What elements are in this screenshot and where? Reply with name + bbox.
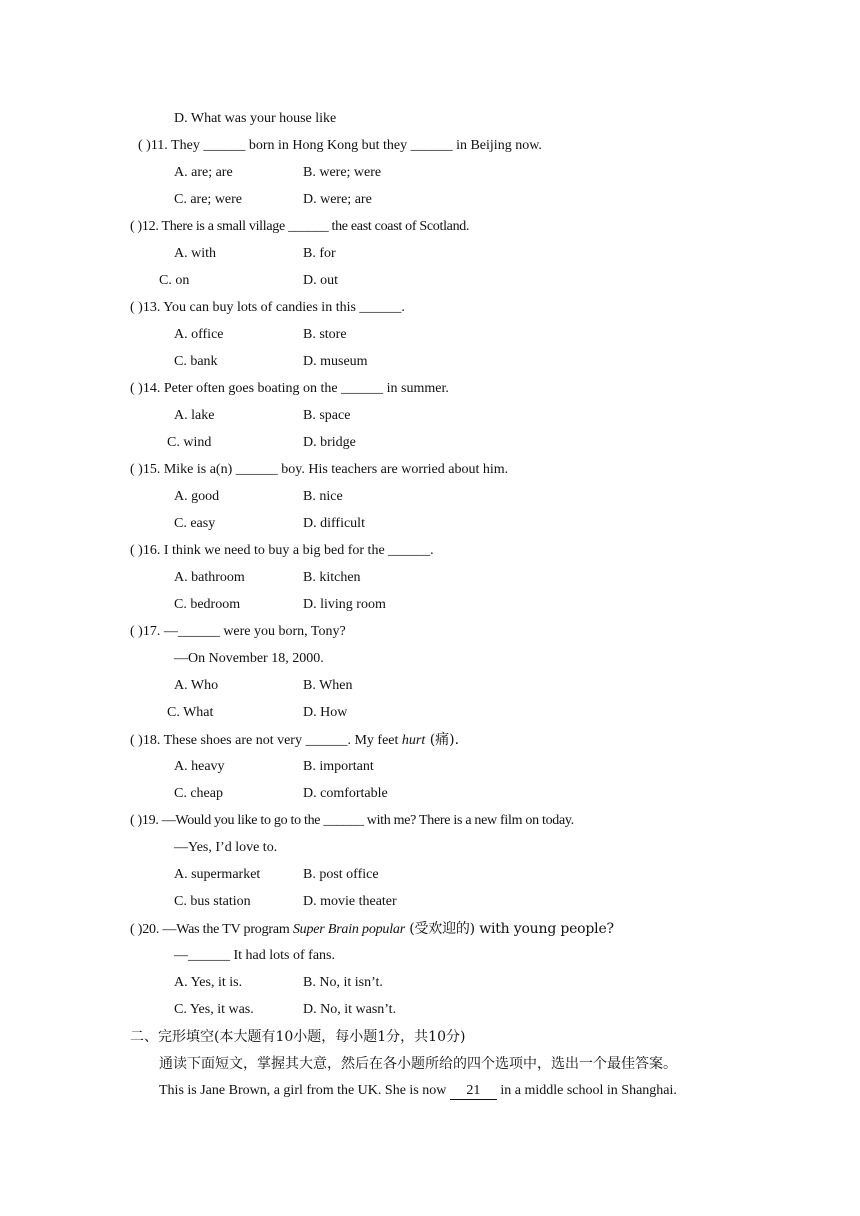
q19-stem: ( )19. —Would you like to go to the ______ with me? There is a new film on today. xyxy=(130,813,574,828)
passage-text-end: in a middle school in Shanghai. xyxy=(496,1083,677,1098)
q18-stem xyxy=(130,731,459,750)
q16-stem: ( )16. I think we need to buy a big bed for the ______. xyxy=(130,543,434,558)
q20-option-b: B. No, it isn’t. xyxy=(303,975,383,990)
q14-stem: ( )14. Peter often goes boating on the ______ in summer. xyxy=(130,381,449,396)
q19-option-a: A. supermarket xyxy=(174,867,261,882)
q15-option-c: C. easy xyxy=(174,516,216,531)
section-heading: 二、完形填空(本大题有10小题，每小题1分，共10分) xyxy=(130,1029,466,1045)
q17-option-c: C. What xyxy=(167,705,214,720)
q13-option-c: C. bank xyxy=(174,354,218,369)
q12-option-b: B. for xyxy=(303,246,336,261)
q13-option-b: B. store xyxy=(303,327,347,342)
q10-option-d: D. What was your house like xyxy=(174,111,337,126)
section-instruction: 通读下面短文，掌握其大意，然后在各小题所给的四个选项中，选出一个最佳答案。 xyxy=(159,1056,677,1072)
q11-option-a: A. are; are xyxy=(174,165,233,180)
q14-option-a: A. lake xyxy=(174,408,215,423)
q12-option-c: C. on xyxy=(159,273,190,288)
q17-option-b: B. When xyxy=(303,678,353,693)
passage-text-start: This is Jane Brown, a girl from the UK. She is now xyxy=(159,1083,450,1098)
q17-option-a: A. Who xyxy=(174,678,219,693)
q14-option-c: C. wind xyxy=(167,435,212,450)
q13-option-d: D. museum xyxy=(303,354,368,369)
q13-stem: ( )13. You can buy lots of candies in this ______. xyxy=(130,300,405,315)
q15-option-d: D. difficult xyxy=(303,516,365,531)
q20-stem xyxy=(130,920,614,939)
q20-response: —______ It had lots of fans. xyxy=(174,948,335,963)
blank-21: 21 xyxy=(450,1083,497,1100)
q17-response: —On November 18, 2000. xyxy=(174,651,324,666)
q11-option-d: D. were; are xyxy=(303,192,372,207)
q17-option-d: D. How xyxy=(303,705,348,720)
q16-option-a: A. bathroom xyxy=(174,570,245,585)
q20-italic-title: Super Brain popular xyxy=(292,922,405,937)
q13-option-a: A. office xyxy=(174,327,224,342)
q12-option-d: D. out xyxy=(303,273,338,288)
q16-option-b: B. kitchen xyxy=(303,570,361,585)
q12-option-a: A. with xyxy=(174,246,216,261)
q18-option-a: A. heavy xyxy=(174,759,225,774)
q15-option-b: B. nice xyxy=(303,489,343,504)
q18-option-b: B. important xyxy=(303,759,374,774)
q14-option-d: D. bridge xyxy=(303,435,356,450)
passage-first-line xyxy=(159,1082,677,1100)
q15-stem: ( )15. Mike is a(n) ______ boy. His teachers are worried about him. xyxy=(130,462,509,477)
q20-stem-end: (受欢迎的) with young people? xyxy=(404,921,614,937)
q18-gloss: (痛). xyxy=(425,732,460,748)
q11-option-c: C. are; were xyxy=(174,192,243,207)
q18-option-d: D. comfortable xyxy=(303,786,388,801)
q20-option-d: D. No, it wasn’t. xyxy=(303,1002,397,1017)
q15-option-a: A. good xyxy=(174,489,220,504)
q11-option-b: B. were; were xyxy=(303,165,382,180)
q18-stem-text: ( )18. These shoes are not very ______. My feet xyxy=(130,733,402,748)
q16-option-c: C. bedroom xyxy=(174,597,241,612)
q11-stem: ( )11. They ______ born in Hong Kong but they ______ in Beijing now. xyxy=(138,138,542,153)
q19-option-c: C. bus station xyxy=(174,894,251,909)
q14-option-b: B. space xyxy=(303,408,351,423)
q18-option-c: C. cheap xyxy=(174,786,223,801)
q20-option-a: A. Yes, it is. xyxy=(174,975,243,990)
q16-option-d: D. living room xyxy=(303,597,386,612)
q17-stem: ( )17. —______ were you born, Tony? xyxy=(130,624,346,639)
q12-stem: ( )12. There is a small village ______ the east coast of Scotland. xyxy=(130,219,470,234)
q19-option-b: B. post office xyxy=(303,867,379,882)
q19-response: —Yes, I’d love to. xyxy=(174,840,278,855)
q18-italic-word: hurt xyxy=(401,733,426,748)
q20-option-c: C. Yes, it was. xyxy=(174,1002,254,1017)
q19-option-d: D. movie theater xyxy=(303,894,397,909)
q20-stem-text: ( )20. —Was the TV program xyxy=(130,922,293,937)
